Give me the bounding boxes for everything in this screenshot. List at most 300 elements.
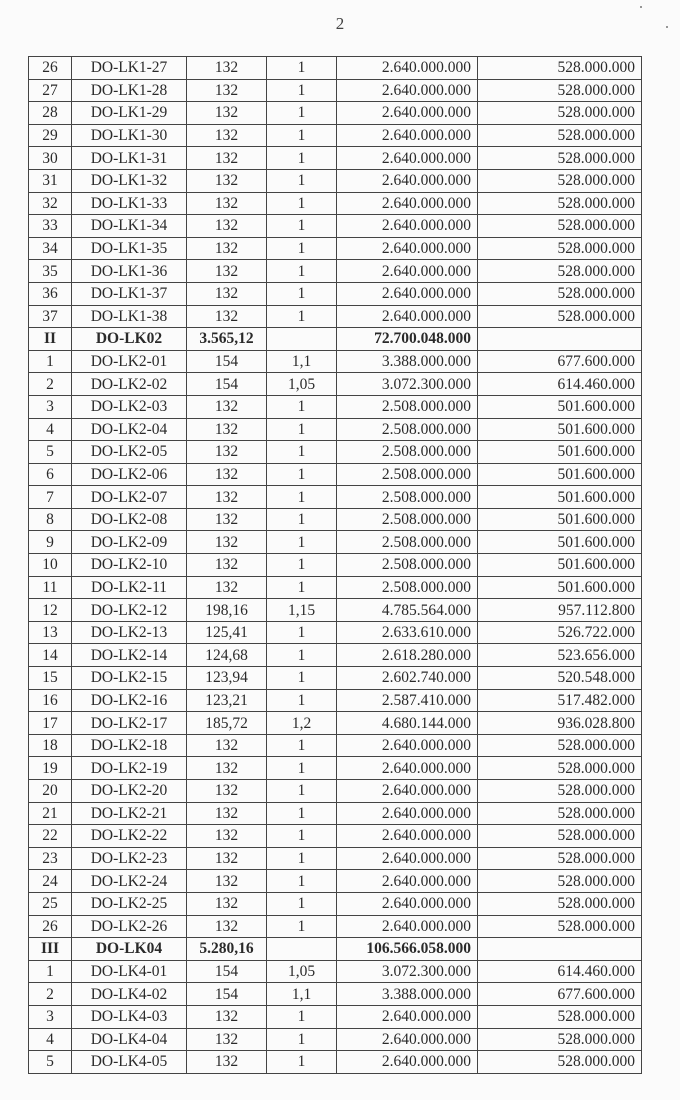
value-cell: 2.640.000.000 [337, 260, 478, 283]
lot-code-cell: DO-LK2-19 [72, 757, 187, 780]
row-number-cell: 2 [29, 983, 72, 1006]
lot-code-cell: DO-LK2-10 [72, 554, 187, 577]
area-cell: 132 [187, 734, 267, 757]
area-cell: 132 [187, 147, 267, 170]
value-cell: 2.587.410.000 [337, 689, 478, 712]
deposit-cell: 528.000.000 [478, 237, 642, 260]
value-cell: 2.640.000.000 [337, 102, 478, 125]
row-number-cell: 20 [29, 780, 72, 803]
value-cell: 2.640.000.000 [337, 1051, 478, 1074]
row-number-cell: 2 [29, 373, 72, 396]
deposit-cell: 501.600.000 [478, 395, 642, 418]
value-cell: 2.640.000.000 [337, 847, 478, 870]
deposit-cell: 677.600.000 [478, 350, 642, 373]
value-cell: 2.640.000.000 [337, 147, 478, 170]
deposit-cell: 517.482.000 [478, 689, 642, 712]
value-cell: 2.640.000.000 [337, 825, 478, 848]
value-cell: 2.640.000.000 [337, 169, 478, 192]
row-number-cell: 8 [29, 508, 72, 531]
lot-code-cell: DO-LK1-37 [72, 282, 187, 305]
table-row [29, 960, 642, 983]
area-cell: 132 [187, 124, 267, 147]
lot-price-table [28, 56, 642, 1074]
scan-speck [666, 26, 668, 28]
area-cell: 132 [187, 1028, 267, 1051]
deposit-cell: 528.000.000 [478, 892, 642, 915]
deposit-cell: 528.000.000 [478, 780, 642, 803]
row-number-cell: 11 [29, 576, 72, 599]
row-number-cell: 36 [29, 282, 72, 305]
row-number-cell: 4 [29, 418, 72, 441]
row-number-cell: 13 [29, 621, 72, 644]
table-row [29, 667, 642, 690]
coefficient-cell: 1 [267, 531, 337, 554]
page-number: 2 [335, 14, 345, 33]
lot-code-cell: DO-LK2-09 [72, 531, 187, 554]
coefficient-cell: 1 [267, 282, 337, 305]
deposit-cell: 528.000.000 [478, 169, 642, 192]
lot-code-cell: DO-LK2-14 [72, 644, 187, 667]
coefficient-cell: 1 [267, 870, 337, 893]
row-number-cell: 3 [29, 1005, 72, 1028]
row-number-cell: 25 [29, 892, 72, 915]
value-cell: 3.388.000.000 [337, 350, 478, 373]
deposit-cell: 677.600.000 [478, 983, 642, 1006]
area-cell: 123,94 [187, 667, 267, 690]
value-cell: 4.680.144.000 [337, 712, 478, 735]
deposit-cell: 528.000.000 [478, 1051, 642, 1074]
area-cell: 154 [187, 983, 267, 1006]
coefficient-cell: 1 [267, 1028, 337, 1051]
lot-code-cell: DO-LK2-13 [72, 621, 187, 644]
lot-code-cell: DO-LK2-25 [72, 892, 187, 915]
row-number-cell: 32 [29, 192, 72, 215]
area-cell: 132 [187, 1005, 267, 1028]
deposit-cell: 528.000.000 [478, 1005, 642, 1028]
lot-code-cell: DO-LK4-02 [72, 983, 187, 1006]
value-cell: 3.072.300.000 [337, 373, 478, 396]
area-cell: 132 [187, 237, 267, 260]
row-number-cell: 28 [29, 102, 72, 125]
coefficient-cell: 1 [267, 847, 337, 870]
deposit-cell: 526.722.000 [478, 621, 642, 644]
table-row [29, 486, 642, 509]
lot-code-cell: DO-LK2-24 [72, 870, 187, 893]
row-number-cell: 27 [29, 79, 72, 102]
value-cell: 2.508.000.000 [337, 463, 478, 486]
area-cell: 132 [187, 802, 267, 825]
deposit-cell: 528.000.000 [478, 870, 642, 893]
table-row [29, 373, 642, 396]
row-number-cell: 24 [29, 870, 72, 893]
area-cell: 132 [187, 260, 267, 283]
area-cell: 3.565,12 [187, 328, 267, 351]
table-row [29, 1005, 642, 1028]
value-cell: 2.640.000.000 [337, 757, 478, 780]
coefficient-cell: 1,2 [267, 712, 337, 735]
coefficient-cell: 1 [267, 780, 337, 803]
row-number-cell: 26 [29, 915, 72, 938]
lot-code-cell: DO-LK2-22 [72, 825, 187, 848]
lot-code-cell: DO-LK1-33 [72, 192, 187, 215]
row-number-cell: 29 [29, 124, 72, 147]
table-row [29, 79, 642, 102]
deposit-cell: 528.000.000 [478, 915, 642, 938]
scan-speck [640, 6, 642, 8]
coefficient-cell: 1 [267, 79, 337, 102]
lot-code-cell: DO-LK2-05 [72, 441, 187, 464]
lot-code-cell: DO-LK1-28 [72, 79, 187, 102]
deposit-cell [478, 938, 642, 961]
lot-code-cell: DO-LK2-23 [72, 847, 187, 870]
row-number-cell: 17 [29, 712, 72, 735]
coefficient-cell: 1 [267, 237, 337, 260]
value-cell: 3.388.000.000 [337, 983, 478, 1006]
value-cell: 72.700.048.000 [337, 328, 478, 351]
row-number-cell: 4 [29, 1028, 72, 1051]
table-row [29, 599, 642, 622]
lot-code-cell: DO-LK2-17 [72, 712, 187, 735]
area-cell: 198,16 [187, 599, 267, 622]
area-cell: 132 [187, 780, 267, 803]
row-number-cell: 34 [29, 237, 72, 260]
table-row [29, 983, 642, 1006]
coefficient-cell: 1 [267, 486, 337, 509]
row-number-cell: 30 [29, 147, 72, 170]
row-number-cell: 9 [29, 531, 72, 554]
value-cell: 2.640.000.000 [337, 870, 478, 893]
value-cell: 2.640.000.000 [337, 780, 478, 803]
lot-code-cell: DO-LK2-20 [72, 780, 187, 803]
value-cell: 4.785.564.000 [337, 599, 478, 622]
value-cell: 2.640.000.000 [337, 1005, 478, 1028]
lot-code-cell: DO-LK2-11 [72, 576, 187, 599]
row-number-cell: III [29, 938, 72, 961]
area-cell: 185,72 [187, 712, 267, 735]
table-row [29, 712, 642, 735]
coefficient-cell: 1 [267, 667, 337, 690]
value-cell: 2.508.000.000 [337, 508, 478, 531]
area-cell: 132 [187, 531, 267, 554]
lot-code-cell: DO-LK1-34 [72, 215, 187, 238]
coefficient-cell: 1 [267, 260, 337, 283]
coefficient-cell: 1 [267, 441, 337, 464]
table-row [29, 215, 642, 238]
table-row [29, 260, 642, 283]
table-row [29, 892, 642, 915]
coefficient-cell [267, 938, 337, 961]
table-row [29, 441, 642, 464]
row-number-cell: 15 [29, 667, 72, 690]
table-row [29, 780, 642, 803]
row-number-cell: 18 [29, 734, 72, 757]
area-cell: 132 [187, 757, 267, 780]
lot-code-cell: DO-LK2-03 [72, 395, 187, 418]
coefficient-cell: 1,05 [267, 373, 337, 396]
table-row [29, 576, 642, 599]
value-cell: 2.508.000.000 [337, 418, 478, 441]
value-cell: 2.640.000.000 [337, 79, 478, 102]
lot-code-cell: DO-LK1-36 [72, 260, 187, 283]
lot-code-cell: DO-LK2-16 [72, 689, 187, 712]
table-row [29, 915, 642, 938]
value-cell: 2.618.280.000 [337, 644, 478, 667]
coefficient-cell: 1,15 [267, 599, 337, 622]
coefficient-cell: 1 [267, 915, 337, 938]
value-cell: 2.508.000.000 [337, 554, 478, 577]
area-cell: 132 [187, 169, 267, 192]
coefficient-cell: 1,05 [267, 960, 337, 983]
deposit-cell: 528.000.000 [478, 215, 642, 238]
coefficient-cell: 1 [267, 508, 337, 531]
lot-code-cell: DO-LK4-04 [72, 1028, 187, 1051]
deposit-cell: 528.000.000 [478, 802, 642, 825]
coefficient-cell: 1 [267, 215, 337, 238]
lot-code-cell: DO-LK1-27 [72, 57, 187, 80]
area-cell: 132 [187, 847, 267, 870]
table-row [29, 305, 642, 328]
table-row [29, 57, 642, 80]
table-row [29, 418, 642, 441]
coefficient-cell: 1 [267, 57, 337, 80]
coefficient-cell: 1 [267, 644, 337, 667]
lot-code-cell: DO-LK02 [72, 328, 187, 351]
value-cell: 2.508.000.000 [337, 395, 478, 418]
area-cell: 132 [187, 486, 267, 509]
coefficient-cell: 1 [267, 102, 337, 125]
area-cell: 132 [187, 215, 267, 238]
deposit-cell: 528.000.000 [478, 825, 642, 848]
row-number-cell: 7 [29, 486, 72, 509]
row-number-cell: 21 [29, 802, 72, 825]
deposit-cell: 528.000.000 [478, 192, 642, 215]
lot-code-cell: DO-LK1-35 [72, 237, 187, 260]
value-cell: 106.566.058.000 [337, 938, 478, 961]
value-cell: 2.640.000.000 [337, 57, 478, 80]
area-cell: 132 [187, 554, 267, 577]
area-cell: 132 [187, 825, 267, 848]
value-cell: 2.640.000.000 [337, 237, 478, 260]
lot-code-cell: DO-LK2-07 [72, 486, 187, 509]
coefficient-cell: 1 [267, 734, 337, 757]
deposit-cell: 528.000.000 [478, 847, 642, 870]
table-row [29, 531, 642, 554]
row-number-cell: 23 [29, 847, 72, 870]
deposit-cell: 957.112.800 [478, 599, 642, 622]
row-number-cell: 1 [29, 350, 72, 373]
area-cell: 132 [187, 395, 267, 418]
table-row [29, 102, 642, 125]
deposit-cell: 501.600.000 [478, 576, 642, 599]
row-number-cell: 5 [29, 1051, 72, 1074]
value-cell: 2.640.000.000 [337, 1028, 478, 1051]
row-number-cell: 12 [29, 599, 72, 622]
area-cell: 132 [187, 1051, 267, 1074]
coefficient-cell: 1 [267, 169, 337, 192]
deposit-cell: 528.000.000 [478, 57, 642, 80]
coefficient-cell: 1 [267, 1005, 337, 1028]
area-cell: 132 [187, 508, 267, 531]
table-row [29, 350, 642, 373]
deposit-cell: 528.000.000 [478, 147, 642, 170]
value-cell: 3.072.300.000 [337, 960, 478, 983]
area-cell: 132 [187, 463, 267, 486]
lot-code-cell: DO-LK2-02 [72, 373, 187, 396]
value-cell: 2.640.000.000 [337, 305, 478, 328]
row-number-cell: 14 [29, 644, 72, 667]
coefficient-cell: 1 [267, 802, 337, 825]
deposit-cell: 501.600.000 [478, 463, 642, 486]
row-number-cell: 26 [29, 57, 72, 80]
row-number-cell: 19 [29, 757, 72, 780]
table-row [29, 734, 642, 757]
table-row [29, 508, 642, 531]
area-cell: 132 [187, 915, 267, 938]
row-number-cell: 22 [29, 825, 72, 848]
table-row [29, 463, 642, 486]
area-cell: 132 [187, 305, 267, 328]
coefficient-cell: 1 [267, 757, 337, 780]
table-row [29, 847, 642, 870]
lot-code-cell: DO-LK04 [72, 938, 187, 961]
value-cell: 2.640.000.000 [337, 192, 478, 215]
table-row [29, 757, 642, 780]
value-cell: 2.640.000.000 [337, 124, 478, 147]
deposit-cell: 520.548.000 [478, 667, 642, 690]
table-row [29, 870, 642, 893]
coefficient-cell: 1 [267, 192, 337, 215]
coefficient-cell: 1 [267, 463, 337, 486]
coefficient-cell: 1 [267, 892, 337, 915]
table-row [29, 825, 642, 848]
coefficient-cell: 1,1 [267, 983, 337, 1006]
row-number-cell: 31 [29, 169, 72, 192]
area-cell: 132 [187, 418, 267, 441]
value-cell: 2.508.000.000 [337, 486, 478, 509]
table-row [29, 554, 642, 577]
lot-code-cell: DO-LK2-21 [72, 802, 187, 825]
deposit-cell: 528.000.000 [478, 282, 642, 305]
deposit-cell: 528.000.000 [478, 305, 642, 328]
coefficient-cell: 1 [267, 621, 337, 644]
value-cell: 2.508.000.000 [337, 441, 478, 464]
deposit-cell: 614.460.000 [478, 960, 642, 983]
table-row [29, 1051, 642, 1074]
area-cell: 132 [187, 282, 267, 305]
deposit-cell: 528.000.000 [478, 260, 642, 283]
value-cell: 2.640.000.000 [337, 892, 478, 915]
row-number-cell: 35 [29, 260, 72, 283]
area-cell: 154 [187, 373, 267, 396]
area-cell: 132 [187, 892, 267, 915]
area-cell: 132 [187, 576, 267, 599]
section-row [29, 328, 642, 351]
coefficient-cell: 1 [267, 395, 337, 418]
deposit-cell: 501.600.000 [478, 418, 642, 441]
value-cell: 2.640.000.000 [337, 215, 478, 238]
lot-code-cell: DO-LK2-15 [72, 667, 187, 690]
deposit-cell: 528.000.000 [478, 124, 642, 147]
deposit-cell: 501.600.000 [478, 441, 642, 464]
value-cell: 2.640.000.000 [337, 282, 478, 305]
table-body [29, 57, 642, 1074]
area-cell: 132 [187, 102, 267, 125]
table-row [29, 621, 642, 644]
lot-code-cell: DO-LK1-32 [72, 169, 187, 192]
deposit-cell [478, 328, 642, 351]
value-cell: 2.633.610.000 [337, 621, 478, 644]
deposit-cell: 614.460.000 [478, 373, 642, 396]
lot-code-cell: DO-LK1-29 [72, 102, 187, 125]
lot-code-cell: DO-LK2-06 [72, 463, 187, 486]
coefficient-cell: 1 [267, 576, 337, 599]
area-cell: 132 [187, 192, 267, 215]
area-cell: 125,41 [187, 621, 267, 644]
deposit-cell: 501.600.000 [478, 508, 642, 531]
table-row [29, 395, 642, 418]
value-cell: 2.508.000.000 [337, 576, 478, 599]
section-row [29, 938, 642, 961]
table-row [29, 282, 642, 305]
coefficient-cell [267, 328, 337, 351]
table-row [29, 192, 642, 215]
coefficient-cell: 1 [267, 554, 337, 577]
lot-code-cell: DO-LK1-38 [72, 305, 187, 328]
row-number-cell: 16 [29, 689, 72, 712]
coefficient-cell: 1 [267, 418, 337, 441]
lot-code-cell: DO-LK4-03 [72, 1005, 187, 1028]
table-row [29, 802, 642, 825]
deposit-cell: 528.000.000 [478, 1028, 642, 1051]
coefficient-cell: 1 [267, 689, 337, 712]
area-cell: 124,68 [187, 644, 267, 667]
area-cell: 123,21 [187, 689, 267, 712]
area-cell: 5.280,16 [187, 938, 267, 961]
coefficient-cell: 1 [267, 825, 337, 848]
lot-code-cell: DO-LK2-01 [72, 350, 187, 373]
table-row [29, 1028, 642, 1051]
table-row [29, 689, 642, 712]
row-number-cell: 6 [29, 463, 72, 486]
deposit-cell: 528.000.000 [478, 757, 642, 780]
coefficient-cell: 1 [267, 124, 337, 147]
value-cell: 2.640.000.000 [337, 802, 478, 825]
table-row [29, 169, 642, 192]
area-cell: 154 [187, 350, 267, 373]
row-number-cell: 1 [29, 960, 72, 983]
area-cell: 132 [187, 441, 267, 464]
row-number-cell: 33 [29, 215, 72, 238]
row-number-cell: 3 [29, 395, 72, 418]
row-number-cell: 10 [29, 554, 72, 577]
value-cell: 2.508.000.000 [337, 531, 478, 554]
lot-code-cell: DO-LK1-30 [72, 124, 187, 147]
deposit-cell: 501.600.000 [478, 486, 642, 509]
lot-code-cell: DO-LK2-12 [72, 599, 187, 622]
value-cell: 2.640.000.000 [337, 734, 478, 757]
lot-code-cell: DO-LK4-05 [72, 1051, 187, 1074]
table-row [29, 644, 642, 667]
deposit-cell: 528.000.000 [478, 79, 642, 102]
deposit-cell: 501.600.000 [478, 531, 642, 554]
deposit-cell: 936.028.800 [478, 712, 642, 735]
area-cell: 132 [187, 79, 267, 102]
value-cell: 2.602.740.000 [337, 667, 478, 690]
deposit-cell: 528.000.000 [478, 102, 642, 125]
lot-code-cell: DO-LK2-04 [72, 418, 187, 441]
coefficient-cell: 1,1 [267, 350, 337, 373]
deposit-cell: 523.656.000 [478, 644, 642, 667]
